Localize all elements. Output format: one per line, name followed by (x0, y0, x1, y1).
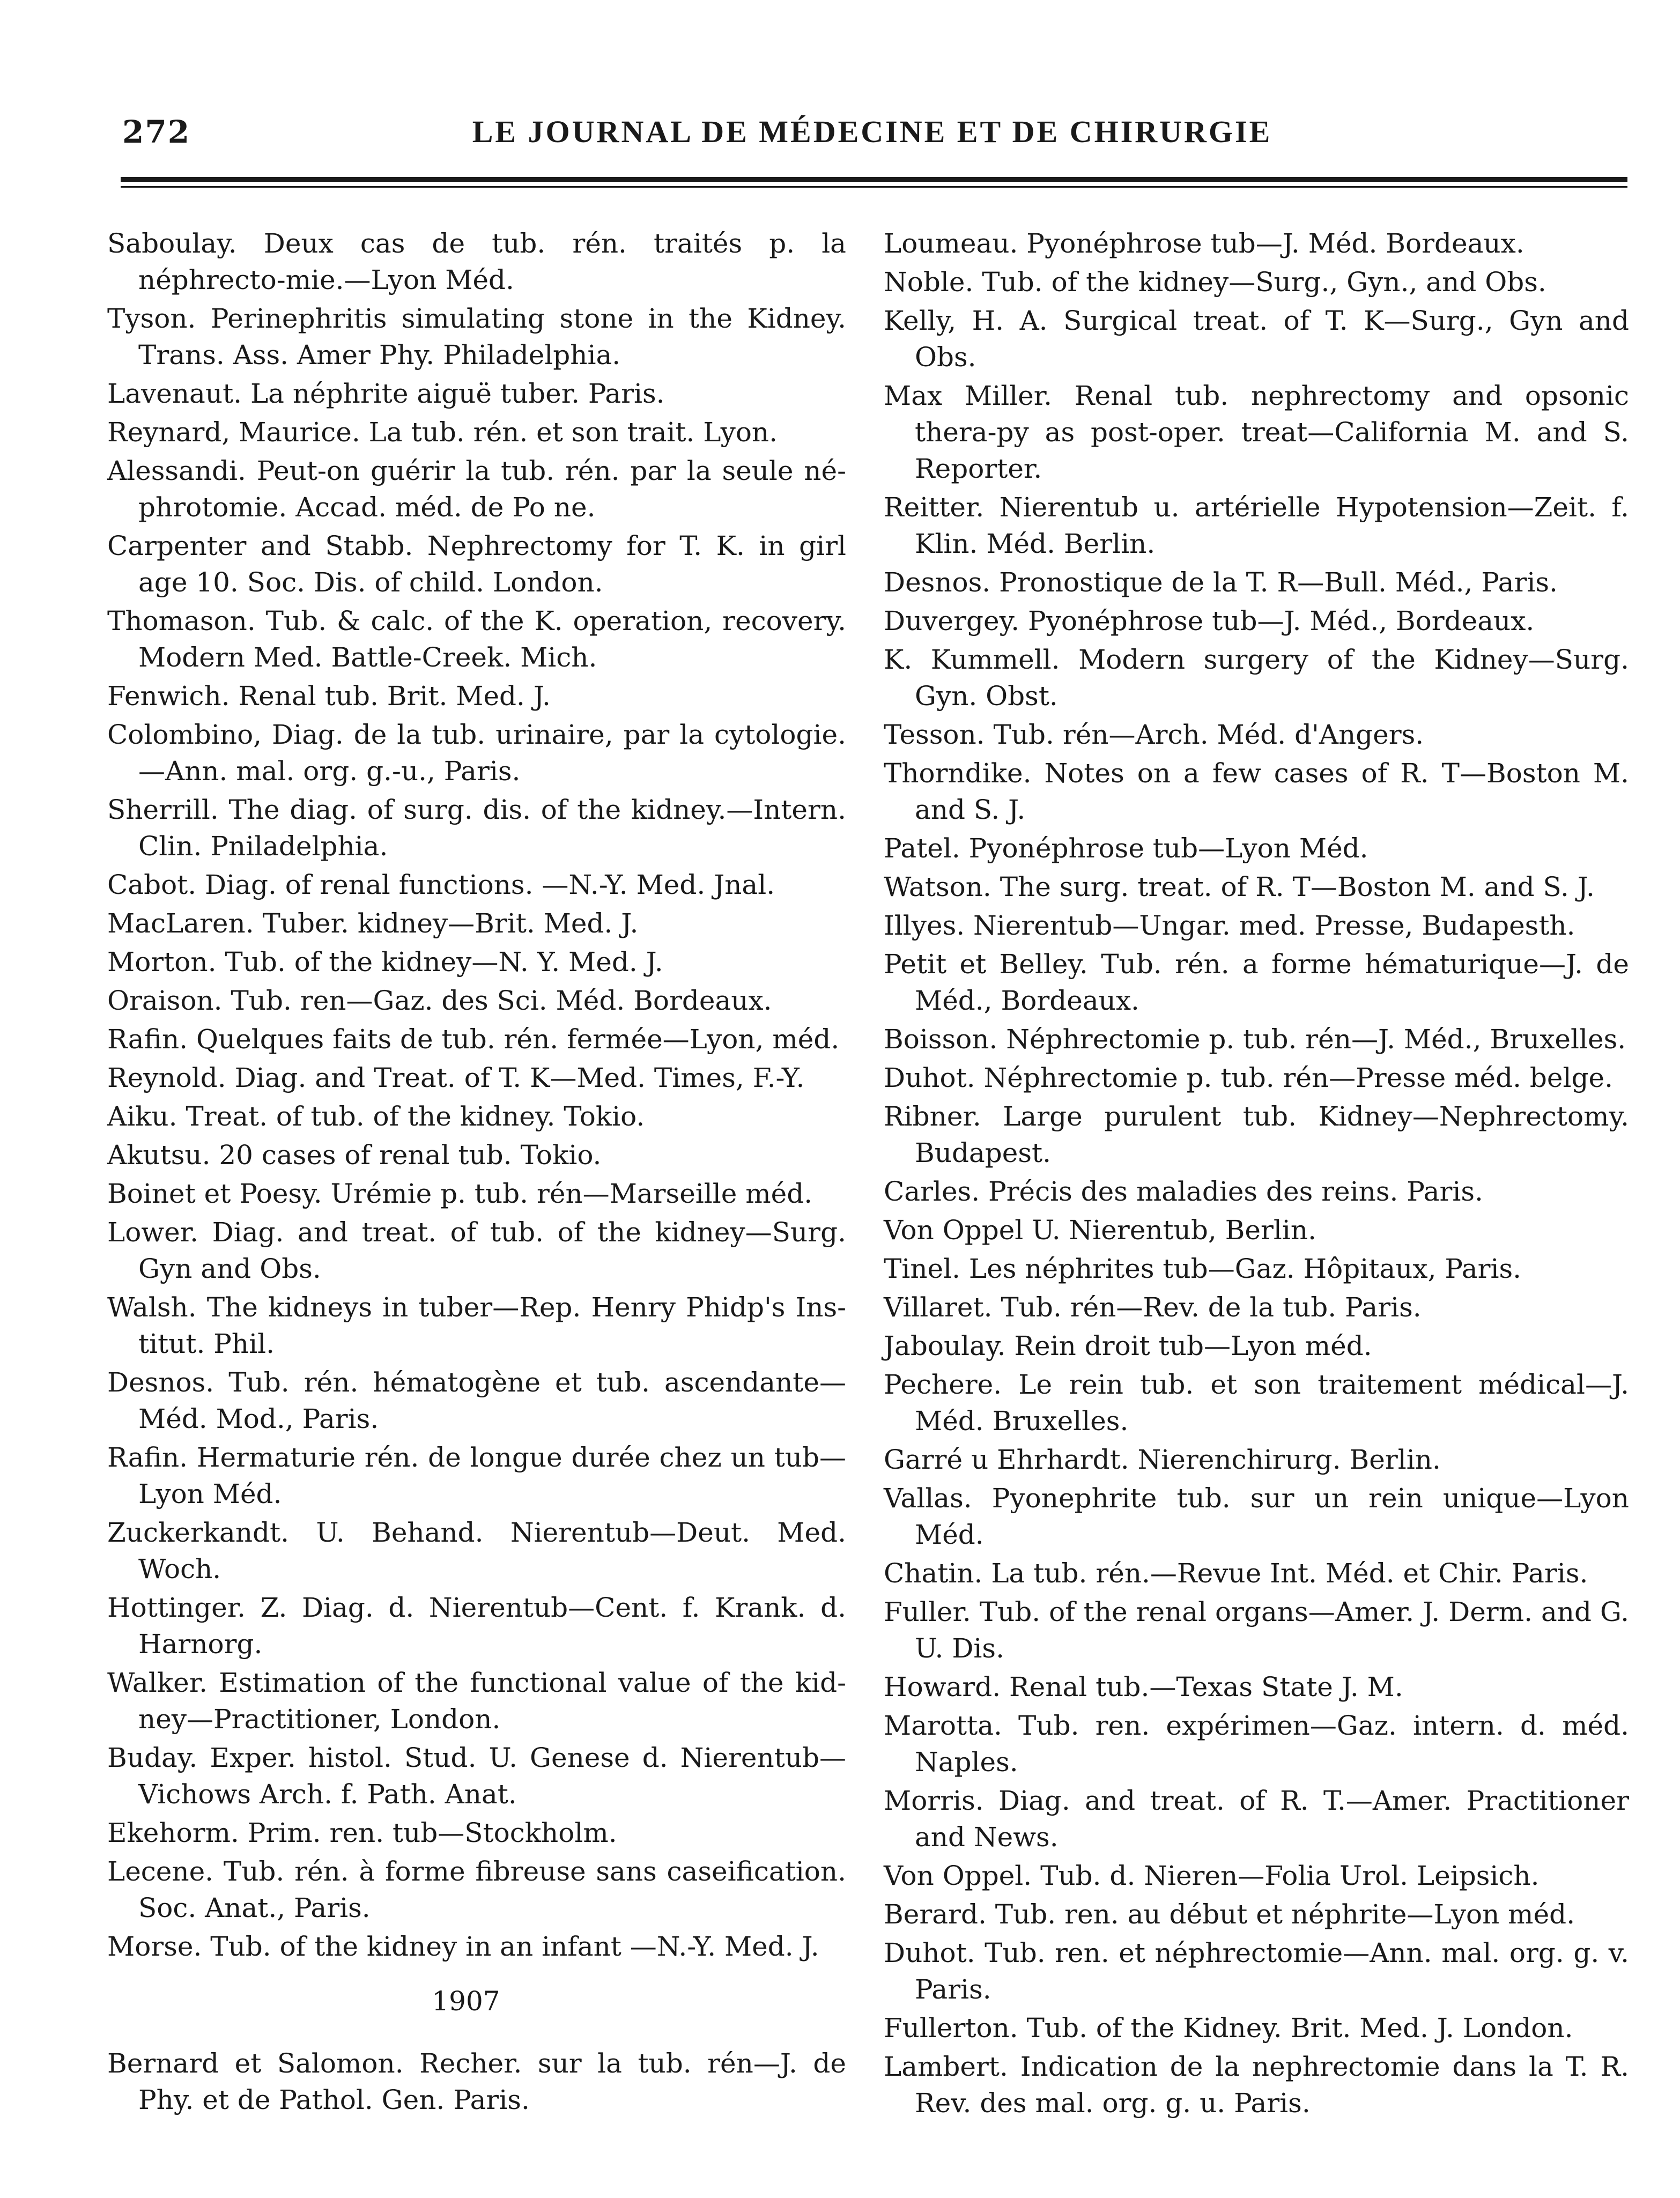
running-title: LE JOURNAL DE MÉDECINE ET DE CHIRURGIE (472, 114, 1272, 149)
bibliography-entry: Sherrill. The diag. of surg. dis. of the kidney.—Intern. Clin. Pniladelphia. (107, 794, 846, 862)
bibliography-entry: Rafin. Hermaturie rén. de longue durée chez un tub—Lyon Méd. (107, 1442, 846, 1509)
page-number: 272 (122, 114, 191, 150)
bibliography-entry: Loumeau. Pyonéphrose tub—J. Méd. Bordeaux. (884, 228, 1524, 259)
bibliography-entry: Duhot. Néphrectomie p. tub. rén—Presse méd. belge. (884, 1062, 1613, 1093)
bibliography-entry: Duhot. Tub. ren. et néphrectomie—Ann. mal. org. g. v. Paris. (884, 1937, 1629, 2005)
left-entry-list (107, 225, 846, 1965)
bibliography-entry: Tyson. Perinephritis simulating stone in the Kidney. Trans. Ass. Amer Phy. Philadelphia. (107, 303, 846, 371)
bibliography-entry: Aiku. Treat. of tub. of the kidney. Tokio. (107, 1101, 645, 1132)
bibliography-entry: Zuckerkandt. U. Behand. Nierentub—Deut. Med. Woch. (107, 1517, 846, 1585)
bibliography-entry: Morton. Tub. of the kidney—N. Y. Med. J. (107, 946, 663, 978)
bibliography-entry: Carpenter and Stabb. Nephrectomy for T. K. in girl age 10. Soc. Dis. of child. London. (107, 530, 846, 598)
bibliography-entry: Vallas. Pyonephrite tub. sur un rein unique—Lyon Méd. (884, 1483, 1629, 1550)
bibliography-entry: MacLaren. Tuber. kidney—Brit. Med. J. (107, 908, 639, 939)
bibliography-entry: Reitter. Nierentub u. artérielle Hypotension—Zeit. f. Klin. Méd. Berlin. (884, 492, 1629, 559)
bibliography-entry: Walker. Estimation of the functional value of the kid-ney—Practitioner, London. (107, 1667, 846, 1735)
right-column (884, 225, 1629, 2123)
bibliography-entry: Fullerton. Tub. of the Kidney. Brit. Med. J. London. (884, 2012, 1573, 2044)
header-rule-thin (121, 186, 1627, 188)
header-rule (121, 177, 1627, 182)
bibliography-entry: Illyes. Nierentub—Ungar. med. Presse, Budapesth. (884, 910, 1575, 941)
bibliography-entry: Saboulay. Deux cas de tub. rén. traités p. la néphrecto-mie.—Lyon Méd. (107, 228, 846, 295)
left-column (107, 225, 846, 2120)
bibliography-entry: Fenwich. Renal tub. Brit. Med. J. (107, 680, 551, 712)
bibliography-entry: Lower. Diag. and treat. of tub. of the kidney—Surg. Gyn and Obs. (107, 1217, 846, 1284)
bibliography-entry: Reynold. Diag. and Treat. of T. K—Med. Times, F.-Y. (107, 1062, 805, 1093)
bibliography-entry: Rafin. Quelques faits de tub. rén. fermée—Lyon, méd. (107, 1024, 840, 1055)
bibliography-entry: Walsh. The kidneys in tuber—Rep. Henry Phidp's Ins-titut. Phil. (107, 1292, 846, 1359)
bibliography-entry: Desnos. Pronostique de la T. R—Bull. Méd., Paris. (884, 567, 1558, 598)
bibliography-entry: Bernard et Salomon. Recher. sur la tub. rén—J. de Phy. et de Pathol. Gen. Paris. (107, 2048, 846, 2115)
bibliography-entry: K. Kummell. Modern surgery of the Kidney—Surg. Gyn. Obst. (884, 644, 1629, 712)
bibliography-entry: Kelly, H. A. Surgical treat. of T. K—Surg., Gyn and Obs. (884, 305, 1629, 373)
bibliography-entry: Duvergey. Pyonéphrose tub—J. Méd., Bordeaux. (884, 605, 1535, 637)
bibliography-entry: Morse. Tub. of the kidney in an infant —N.-Y. Med. J. (107, 1931, 819, 1962)
bibliography-entry: Pechere. Le rein tub. et son traitement médical—J. Méd. Bruxelles. (884, 1369, 1629, 1437)
bibliography-entry: Jaboulay. Rein droit tub—Lyon méd. (884, 1330, 1372, 1361)
bibliography-entry: Marotta. Tub. ren. expérimen—Gaz. intern. d. méd. Naples. (884, 1710, 1629, 1778)
year-heading: 1907 (432, 1986, 500, 2017)
bibliography-entry: Von Oppel U. Nierentub, Berlin. (884, 1215, 1316, 1246)
bibliography-entry: Thomason. Tub. & calc. of the K. operation, recovery. Modern Med. Battle-Creek. Mich. (107, 605, 846, 673)
bibliography-entry: Berard. Tub. ren. au début et néphrite—Lyon méd. (884, 1899, 1575, 1930)
bibliography-entry: Reynard, Maurice. La tub. rén. et son trait. Lyon. (107, 417, 778, 448)
bibliography-entry: Howard. Renal tub.—Texas State J. M. (884, 1671, 1403, 1703)
bibliography-entry: Watson. The surg. treat. of R. T—Boston M. and S. J. (884, 871, 1595, 902)
bibliography-entry: Patel. Pyonéphrose tub—Lyon Méd. (884, 833, 1368, 864)
bibliography-entry: Von Oppel. Tub. d. Nieren—Folia Urol. Leipsich. (884, 1860, 1540, 1891)
bibliography-entry: Tesson. Tub. rén—Arch. Méd. d'Angers. (884, 719, 1424, 750)
left-entry-list-after (107, 2045, 846, 2118)
bibliography-entry: Buday. Exper. histol. Stud. U. Genese d. Nierentub—Vichows Arch. f. Path. Anat. (107, 1742, 846, 1810)
bibliography-entry: Desnos. Tub. rén. hématogène et tub. ascendante—Méd. Mod., Paris. (107, 1367, 846, 1434)
bibliography-entry: Lecene. Tub. rén. à forme fibreuse sans caseification. Soc. Anat., Paris. (107, 1856, 846, 1923)
bibliography-entry: Colombino, Diag. de la tub. urinaire, par la cytologie.—Ann. mal. org. g.-u., Paris. (107, 719, 846, 787)
right-entry-list (884, 225, 1629, 2121)
bibliography-entry: Boisson. Néphrectomie p. tub. rén—J. Méd., Bruxelles. (884, 1024, 1626, 1055)
bibliography-entry: Morris. Diag. and treat. of R. T.—Amer. Practitioner and News. (884, 1785, 1629, 1853)
bibliography-entry: Lambert. Indication de la nephrectomie dans la T. R. Rev. des mal. org. g. u. Paris. (884, 2051, 1629, 2119)
bibliography-entry: Garré u Ehrhardt. Nierenchirurg. Berlin. (884, 1444, 1441, 1475)
bibliography-entry: Ekehorm. Prim. ren. tub—Stockholm. (107, 1817, 617, 1848)
bibliography-entry: Petit et Belley. Tub. rén. a forme hématurique—J. de Méd., Bordeaux. (884, 949, 1629, 1016)
bibliography-entry: Carles. Précis des maladies des reins. Paris. (884, 1176, 1483, 1207)
bibliography-entry: Oraison. Tub. ren—Gaz. des Sci. Méd. Bordeaux. (107, 985, 772, 1016)
bibliography-entry: Tinel. Les néphrites tub—Gaz. Hôpitaux, Paris. (884, 1253, 1522, 1284)
bibliography-entry: Villaret. Tub. rén—Rev. de la tub. Paris. (884, 1292, 1422, 1323)
bibliography-entry: Chatin. La tub. rén.—Revue Int. Méd. et Chir. Paris. (884, 1558, 1588, 1589)
bibliography-entry: Lavenaut. La néphrite aiguë tuber. Paris. (107, 378, 665, 409)
bibliography-entry: Boinet et Poesy. Urémie p. tub. rén—Marseille méd. (107, 1178, 813, 1209)
bibliography-entry: Fuller. Tub. of the renal organs—Amer. J. Derm. and G. U. Dis. (884, 1596, 1629, 1664)
bibliography-entry: Alessandi. Peut-on guérir la tub. rén. par la seule né-phrotomie. Accad. méd. de Po ne. (107, 455, 846, 523)
bibliography-entry: Ribner. Large purulent tub. Kidney—Nephrectomy. Budapest. (884, 1101, 1629, 1168)
bibliography-entry: Max Miller. Renal tub. nephrectomy and opsonic thera-py as post-oper. treat—California M. and S. Reporter. (884, 380, 1629, 484)
bibliography-entry: Thorndike. Notes on a few cases of R. T—Boston M. and S. J. (884, 758, 1629, 825)
bibliography-entry: Noble. Tub. of the kidney—Surg., Gyn., and Obs. (884, 267, 1546, 298)
bibliography-entry: Cabot. Diag. of renal functions. —N.-Y. Med. Jnal. (107, 869, 775, 900)
bibliography-entry: Akutsu. 20 cases of renal tub. Tokio. (107, 1139, 602, 1171)
bibliography-entry: Hottinger. Z. Diag. d. Nierentub—Cent. f. Krank. d. Harnorg. (107, 1592, 846, 1660)
